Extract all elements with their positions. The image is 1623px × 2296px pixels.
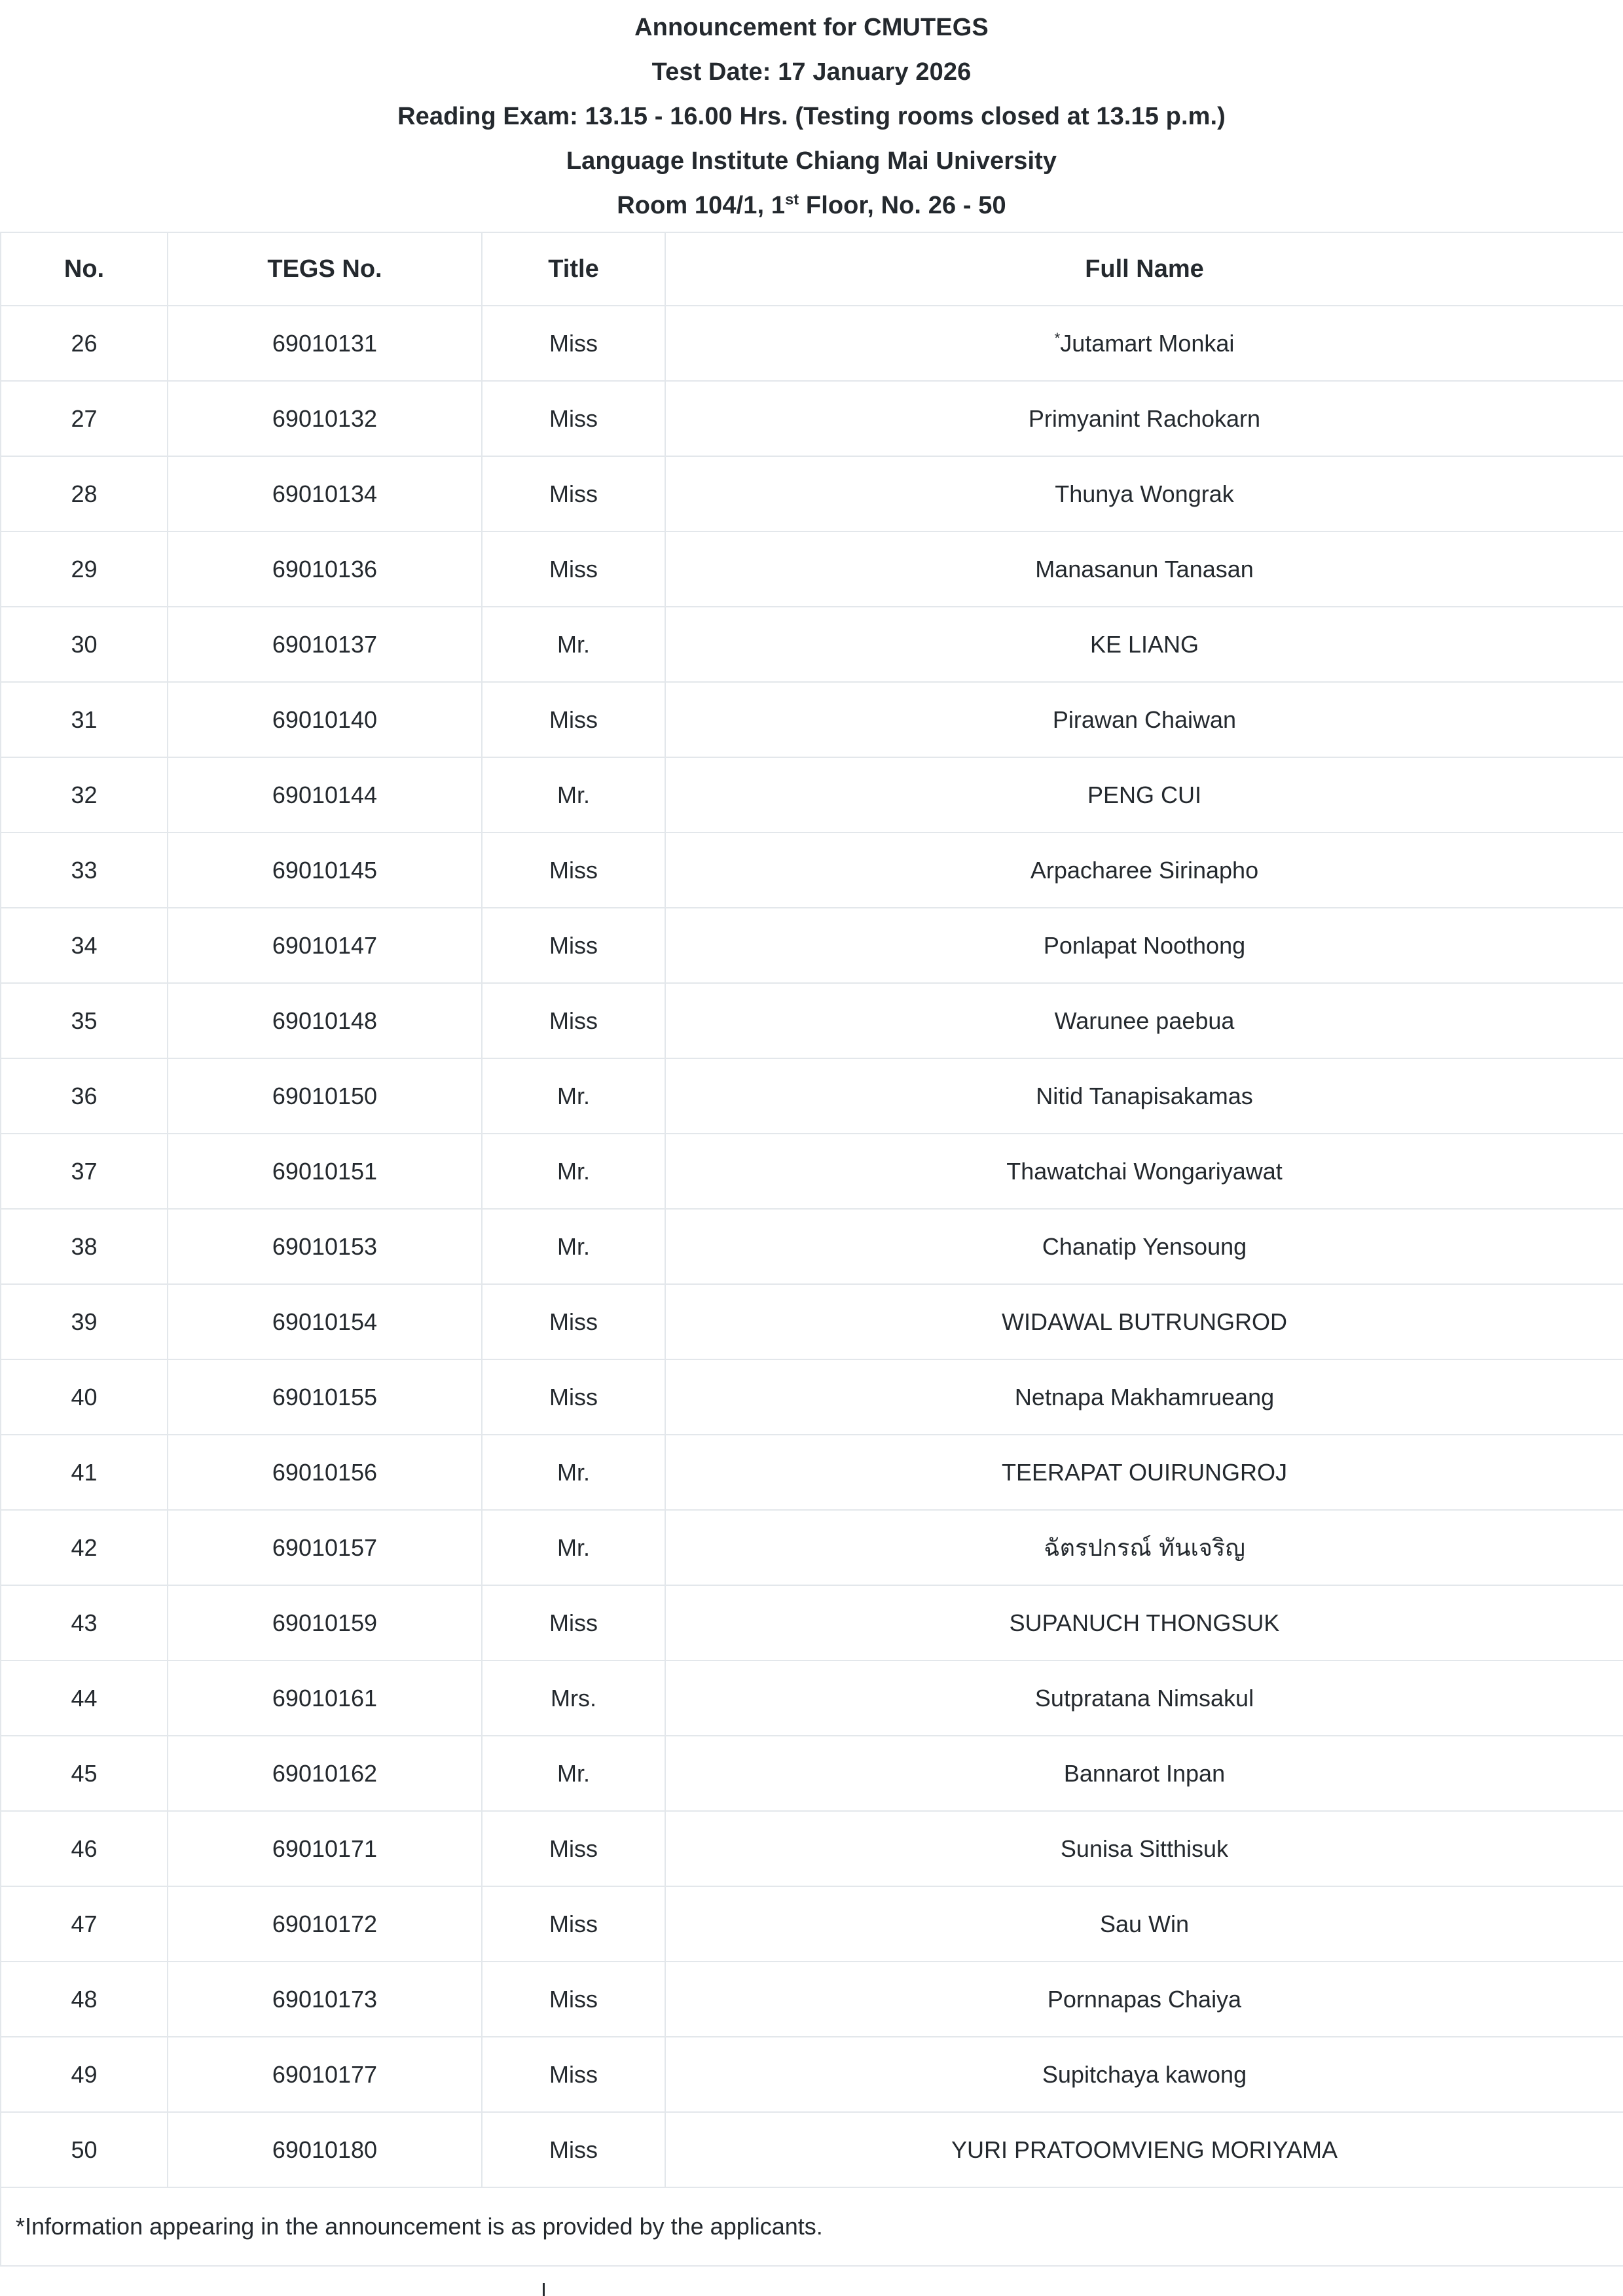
cell-no: 40: [1, 1359, 168, 1435]
table-row: [1, 1510, 1623, 1585]
room-line-after: Floor, No. 26 - 50: [799, 192, 1006, 219]
cell-tegs-no: 69010131: [168, 306, 482, 381]
cell-full-name: Nitid Tanapisakamas: [665, 1058, 1623, 1134]
cell-no: 47: [1, 1886, 168, 1962]
cell-no: 26: [1, 306, 168, 381]
cell-full-name: Sutpratana Nimsakul: [665, 1660, 1623, 1736]
cell-no: 31: [1, 682, 168, 757]
cell-no: 46: [1, 1811, 168, 1886]
cell-tegs-no: 69010172: [168, 1886, 482, 1962]
cell-tegs-no: 69010134: [168, 456, 482, 531]
cell-full-name: Netnapa Makhamrueang: [665, 1359, 1623, 1435]
cell-no: 37: [1, 1134, 168, 1209]
cell-title: Miss: [482, 306, 665, 381]
column-header-no: No.: [1, 232, 168, 306]
table-row: [1, 456, 1623, 531]
cell-tegs-no: 69010150: [168, 1058, 482, 1134]
table-row: [1, 306, 1623, 381]
cell-tegs-no: 69010145: [168, 833, 482, 908]
cell-tegs-no: 69010171: [168, 1811, 482, 1886]
cell-full-name: Thawatchai Wongariyawat: [665, 1134, 1623, 1209]
cell-full-name: Ponlapat Noothong: [665, 908, 1623, 983]
header-line-test-date: Test Date: 17 January 2026: [651, 58, 972, 86]
table-row: [1, 381, 1623, 456]
table-row: [1, 1886, 1623, 1962]
table-row: [1, 2037, 1623, 2112]
cell-full-name: ฉัตรปกรณ์ ทันเจริญ: [665, 1510, 1623, 1585]
table-row: [1, 1585, 1623, 1660]
cell-no: 30: [1, 607, 168, 682]
cell-tegs-no: 69010173: [168, 1962, 482, 2037]
column-header-full-name: Full Name: [665, 232, 1623, 306]
column-header-title: Title: [482, 232, 665, 306]
cell-no: 50: [1, 2112, 168, 2187]
cell-title: Miss: [482, 531, 665, 607]
table-row: [1, 682, 1623, 757]
cell-no: 44: [1, 1660, 168, 1736]
room-line-before: Room 104/1, 1: [617, 192, 786, 219]
cell-no: 38: [1, 1209, 168, 1284]
cell-no: 27: [1, 381, 168, 456]
table-row: [1, 1660, 1623, 1736]
table-row: [1, 531, 1623, 607]
column-header-tegs-no: TEGS No.: [168, 232, 482, 306]
cell-full-name: Chanatip Yensoung: [665, 1209, 1623, 1284]
cell-title: Miss: [482, 1962, 665, 2037]
cell-title: Mr.: [482, 1058, 665, 1134]
header-line-institute: Language Institute Chiang Mai University: [566, 147, 1057, 175]
table-row: [1, 1359, 1623, 1435]
cell-tegs-no: 69010155: [168, 1359, 482, 1435]
cell-no: 29: [1, 531, 168, 607]
table-row: [1, 1134, 1623, 1209]
cell-no: 42: [1, 1510, 168, 1585]
cell-tegs-no: 69010148: [168, 983, 482, 1058]
cell-full-name: YURI PRATOOMVIENG MORIYAMA: [665, 2112, 1623, 2187]
table-footer: [1, 2187, 1623, 2266]
cell-full-name: Primyanint Rachokarn: [665, 381, 1623, 456]
footnote-row: [1, 2187, 1623, 2266]
table-body: [1, 306, 1623, 2187]
cell-tegs-no: 69010132: [168, 381, 482, 456]
cell-tegs-no: 69010137: [168, 607, 482, 682]
cell-no: 36: [1, 1058, 168, 1134]
table-row: [1, 833, 1623, 908]
table-row: [1, 2112, 1623, 2187]
cell-full-name: Thunya Wongrak: [665, 456, 1623, 531]
cell-full-name: PENG CUI: [665, 757, 1623, 833]
cell-no: 32: [1, 757, 168, 833]
cell-title: Miss: [482, 908, 665, 983]
header-line-title: Announcement for CMUTEGS: [634, 14, 989, 41]
cell-title: Miss: [482, 2037, 665, 2112]
table-row: [1, 983, 1623, 1058]
cell-full-name: Pornnapas Chaiya: [665, 1962, 1623, 2037]
cell-tegs-no: 69010180: [168, 2112, 482, 2187]
cell-tegs-no: 69010140: [168, 682, 482, 757]
applicant-roster-table: [0, 232, 1623, 2267]
asterisk-marker: *: [1054, 329, 1061, 346]
cell-full-name: WIDAWAL BUTRUNGROD: [665, 1284, 1623, 1359]
cell-full-name: TEERAPAT OUIRUNGROJ: [665, 1435, 1623, 1510]
table-row: [1, 1811, 1623, 1886]
table-row: [1, 757, 1623, 833]
cell-full-name: KE LIANG: [665, 607, 1623, 682]
cell-title: Miss: [482, 1886, 665, 1962]
page-tail-artifact: [543, 2283, 545, 2296]
cell-title: Mr.: [482, 1209, 665, 1284]
cell-no: 39: [1, 1284, 168, 1359]
cell-tegs-no: 69010156: [168, 1435, 482, 1510]
cell-full-name: SUPANUCH THONGSUK: [665, 1585, 1623, 1660]
header-line-exam-time: Reading Exam: 13.15 - 16.00 Hrs. (Testing rooms closed at 13.15 p.m.): [397, 103, 1226, 130]
cell-title: Miss: [482, 983, 665, 1058]
table-row: [1, 908, 1623, 983]
table-header: [1, 232, 1623, 306]
cell-title: Mr.: [482, 1510, 665, 1585]
cell-no: 45: [1, 1736, 168, 1811]
cell-title: Miss: [482, 682, 665, 757]
cell-no: 28: [1, 456, 168, 531]
room-line-ordinal-suffix: st: [785, 190, 799, 208]
cell-title: Miss: [482, 1359, 665, 1435]
cell-title: Mr.: [482, 1736, 665, 1811]
cell-title: Mr.: [482, 1435, 665, 1510]
table-row: [1, 1209, 1623, 1284]
cell-title: Miss: [482, 381, 665, 456]
cell-full-name: Sunisa Sitthisuk: [665, 1811, 1623, 1886]
cell-tegs-no: 69010157: [168, 1510, 482, 1585]
cell-full-name: Manasanun Tanasan: [665, 531, 1623, 607]
cell-no: 43: [1, 1585, 168, 1660]
cell-full-name: Sau Win: [665, 1886, 1623, 1962]
table-row: [1, 1284, 1623, 1359]
cell-title: Mr.: [482, 757, 665, 833]
cell-title: Mr.: [482, 607, 665, 682]
table-row: [1, 1435, 1623, 1510]
cell-full-name: Arpacharee Sirinapho: [665, 833, 1623, 908]
cell-tegs-no: 69010177: [168, 2037, 482, 2112]
cell-tegs-no: 69010136: [168, 531, 482, 607]
cell-tegs-no: 69010159: [168, 1585, 482, 1660]
cell-title: Miss: [482, 1811, 665, 1886]
table-row: [1, 1962, 1623, 2037]
cell-no: 34: [1, 908, 168, 983]
cell-title: Mr.: [482, 1134, 665, 1209]
cell-full-name: Pirawan Chaiwan: [665, 682, 1623, 757]
cell-no: 35: [1, 983, 168, 1058]
cell-tegs-no: 69010161: [168, 1660, 482, 1736]
cell-no: 49: [1, 2037, 168, 2112]
cell-tegs-no: 69010151: [168, 1134, 482, 1209]
cell-full-name: *Jutamart Monkai: [665, 306, 1623, 381]
cell-full-name: Supitchaya kawong: [665, 2037, 1623, 2112]
table-row: [1, 1736, 1623, 1811]
cell-title: Miss: [482, 456, 665, 531]
cell-tegs-no: 69010153: [168, 1209, 482, 1284]
cell-no: 41: [1, 1435, 168, 1510]
cell-tegs-no: 69010154: [168, 1284, 482, 1359]
cell-title: Miss: [482, 833, 665, 908]
cell-no: 33: [1, 833, 168, 908]
table-row: [1, 1058, 1623, 1134]
cell-full-name: Bannarot Inpan: [665, 1736, 1623, 1811]
document-header: [0, 0, 1623, 228]
table-row: [1, 607, 1623, 682]
cell-tegs-no: 69010144: [168, 757, 482, 833]
cell-title: Mrs.: [482, 1660, 665, 1736]
cell-title: Miss: [482, 2112, 665, 2187]
cell-tegs-no: 69010162: [168, 1736, 482, 1811]
cell-title: Miss: [482, 1284, 665, 1359]
cell-no: 48: [1, 1962, 168, 2037]
cell-tegs-no: 69010147: [168, 908, 482, 983]
cell-title: Miss: [482, 1585, 665, 1660]
footnote-text: *Information appearing in the announcement is as provided by the applicants.: [1, 2187, 1623, 2266]
cell-full-name: Warunee paebua: [665, 983, 1623, 1058]
header-line-room: [0, 183, 1623, 228]
table-header-row: [1, 232, 1623, 306]
